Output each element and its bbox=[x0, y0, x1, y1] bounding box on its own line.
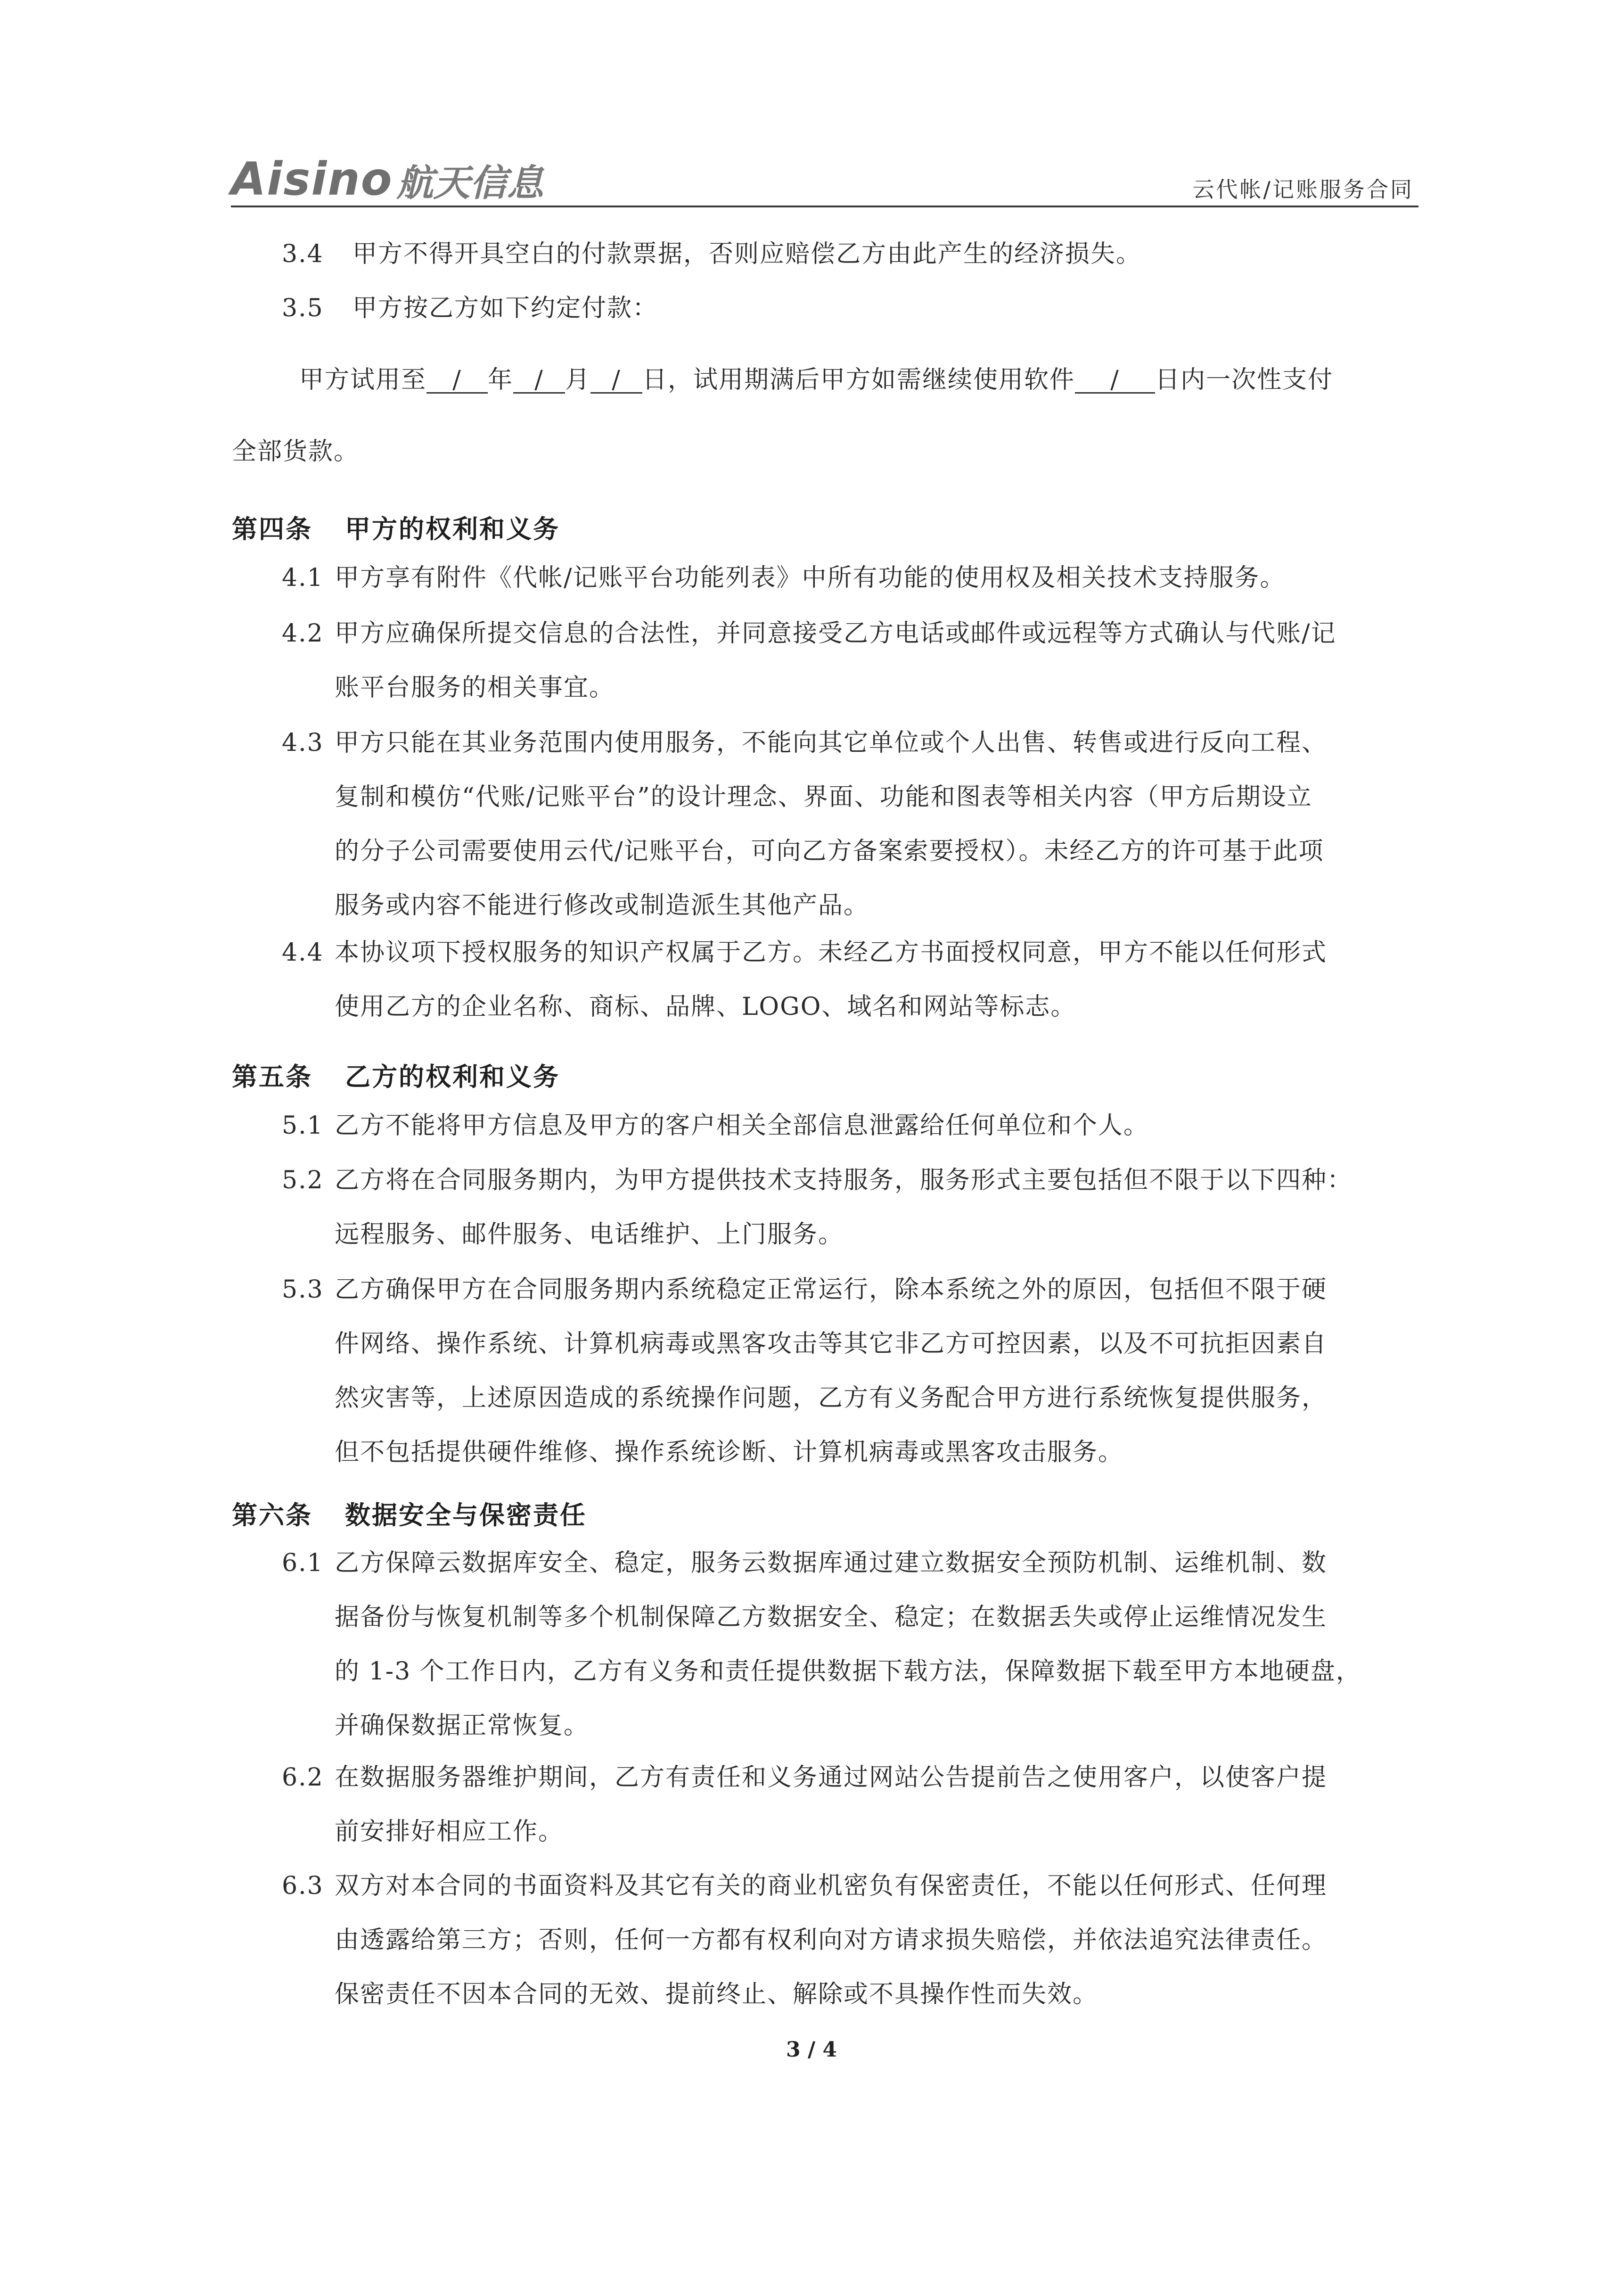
clause-text: 远程服务、邮件服务、电话维护、上门服务。 bbox=[335, 1220, 844, 1249]
clause-line bbox=[282, 1874, 1327, 1898]
clause-number: 4.2 bbox=[282, 619, 324, 648]
clause-text: 双方对本合同的书面资料及其它有关的商业机密负有保密责任，不能以任何形式、任何理 bbox=[335, 1872, 1328, 1900]
payment-terms-line-2: 全部货款。 bbox=[232, 437, 360, 466]
payment-terms-line bbox=[299, 368, 1333, 394]
blank-day: / bbox=[590, 368, 642, 394]
clause-number: 4.3 bbox=[282, 729, 324, 757]
clause-line bbox=[335, 995, 1076, 1019]
clause-line bbox=[335, 1659, 1361, 1684]
clause-text: 在数据服务器维护期间，乙方有责任和义务通过网站公告提前告之使用客户，以使客户提 bbox=[335, 1763, 1328, 1792]
page-header bbox=[231, 150, 1418, 206]
clause-text: 复制和模仿“代账/记账平台”的设计理念、界面、功能和图表等相关内容（甲方后期设立 bbox=[335, 783, 1312, 811]
payment-text: 甲方试用至 bbox=[299, 366, 427, 394]
clause-text: 账平台服务的相关事宜。 bbox=[335, 674, 615, 702]
clause-line bbox=[335, 1222, 844, 1247]
clause-line bbox=[282, 1277, 1327, 1302]
clause-text: 但不包括提供硬件维修、操作系统诊断、计算机病毒或黑客攻击服务。 bbox=[335, 1438, 1124, 1466]
clause-number: 5.1 bbox=[282, 1111, 324, 1140]
contract-title: 云代帐/记账服务合同 bbox=[1192, 177, 1414, 202]
blank-year: / bbox=[426, 368, 488, 394]
logo-chinese-text: 航天信息 bbox=[396, 162, 544, 205]
clause-text: 由透露给第三方；否则，任何一方都有权利向对方请求损失赔偿，并依法追究法律责任。 bbox=[335, 1926, 1328, 1954]
section-title: 甲方的权利和义务 bbox=[345, 514, 560, 544]
clause-line bbox=[335, 1386, 1327, 1410]
clause-line bbox=[282, 1113, 1149, 1138]
clause-text: 乙方确保甲方在合同服务期内系统稳定正常运行，除本系统之外的原因，包括但不限于硬 bbox=[335, 1276, 1328, 1304]
clause-text: 并确保数据正常恢复。 bbox=[335, 1712, 590, 1740]
clause-text: 甲方只能在其业务范围内使用服务，不能向其它单位或个人出售、转售或进行反向工程、 bbox=[335, 729, 1328, 757]
header-divider bbox=[231, 206, 1418, 207]
clause-line bbox=[282, 1765, 1327, 1790]
clause-number: 3.4 bbox=[282, 240, 324, 268]
clause-line bbox=[335, 675, 615, 700]
clause-line bbox=[335, 785, 1312, 809]
clause-text: 保密责任不因本合同的无效、提前终止、解除或不具操作性而失效。 bbox=[335, 1980, 1098, 2008]
clause-line bbox=[282, 1168, 1352, 1193]
clause-text: 乙方保障云数据库安全、稳定，服务云数据库通过建立数据安全预防机制、运维机制、数 bbox=[335, 1549, 1328, 1577]
clause-line bbox=[335, 1819, 564, 1844]
clause-line bbox=[282, 621, 1336, 646]
aisino-logo bbox=[231, 150, 544, 206]
clause-number: 3.5 bbox=[282, 294, 324, 322]
clause-number: 4.1 bbox=[282, 564, 324, 592]
blank-days: / bbox=[1075, 368, 1155, 394]
section-number: 第六条 bbox=[232, 1500, 312, 1530]
logo-latin-text: Aisino bbox=[231, 153, 393, 206]
payment-text: 日内一次性支付 bbox=[1155, 366, 1334, 394]
clause-number: 6.1 bbox=[282, 1549, 324, 1577]
clause-line bbox=[282, 940, 1327, 965]
payment-text: 月 bbox=[565, 366, 591, 394]
section-5-heading bbox=[232, 1057, 560, 1093]
clause-text: 甲方按乙方如下约定付款： bbox=[352, 294, 658, 322]
clause-number: 5.2 bbox=[282, 1166, 324, 1194]
clause-3-5 bbox=[282, 296, 658, 321]
section-title: 乙方的权利和义务 bbox=[345, 1062, 560, 1092]
clause-line bbox=[335, 839, 1324, 864]
clause-number: 6.3 bbox=[282, 1872, 324, 1900]
section-6-heading bbox=[232, 1495, 587, 1531]
clause-line bbox=[335, 893, 869, 918]
payment-text: 年 bbox=[488, 366, 514, 394]
section-title: 数据安全与保密责任 bbox=[345, 1500, 587, 1530]
clause-line bbox=[335, 1713, 589, 1738]
clause-number: 6.2 bbox=[282, 1763, 324, 1792]
clause-text: 乙方不能将甲方信息及甲方的客户相关全部信息泄露给任何单位和个人。 bbox=[335, 1111, 1149, 1140]
payment-text: 日，试用期满后甲方如需继续使用软件 bbox=[642, 366, 1075, 394]
clause-line bbox=[282, 1551, 1327, 1575]
clause-text: 的分子公司需要使用云代/记账平台，可向乙方备案索要授权）。未经乙方的许可基于此项 bbox=[335, 837, 1324, 865]
page-number: 3 / 4 bbox=[786, 2038, 837, 2062]
clause-3-4 bbox=[282, 242, 1141, 266]
clause-text: 甲方不得开具空白的付款票据，否则应赔偿乙方由此产生的经济损失。 bbox=[352, 240, 1142, 268]
clause-text: 服务或内容不能进行修改或制造派生其他产品。 bbox=[335, 891, 869, 920]
clause-text: 的 1-3 个工作日内，乙方有义务和责任提供数据下载方法，保障数据下载至甲方本地硬盘， bbox=[335, 1657, 1361, 1686]
clause-text: 甲方应确保所提交信息的合法性，并同意接受乙方电话或邮件或远程等方式确认与代账/记 bbox=[335, 619, 1336, 648]
section-number: 第五条 bbox=[232, 1062, 312, 1092]
section-number: 第四条 bbox=[232, 514, 312, 544]
clause-line bbox=[335, 1982, 1098, 2007]
clause-line bbox=[282, 731, 1327, 755]
clause-text: 前安排好相应工作。 bbox=[335, 1818, 564, 1846]
section-4-heading bbox=[232, 509, 560, 545]
clause-text: 据备份与恢复机制等多个机制保障乙方数据安全、稳定；在数据丢失或停止运维情况发生 bbox=[335, 1603, 1328, 1631]
clause-text: 乙方将在合同服务期内，为甲方提供技术支持服务，服务形式主要包括但不限于以下四种： bbox=[335, 1166, 1353, 1194]
clause-line bbox=[335, 1440, 1123, 1465]
clause-line bbox=[282, 566, 1286, 590]
clause-line bbox=[335, 1605, 1327, 1629]
clause-text: 然灾害等，上述原因造成的系统操作问题，乙方有义务配合甲方进行系统恢复提供服务， bbox=[335, 1384, 1328, 1412]
clause-text: 甲方享有附件《代帐/记账平台功能列表》中所有功能的使用权及相关技术支持服务。 bbox=[335, 564, 1286, 592]
clause-line bbox=[335, 1928, 1327, 1952]
clause-number: 5.3 bbox=[282, 1276, 324, 1304]
clause-text: 本协议项下授权服务的知识产权属于乙方。未经乙方书面授权同意，甲方不能以任何形式 bbox=[335, 938, 1328, 967]
clause-text: 件网络、操作系统、计算机病毒或黑客攻击等其它非乙方可控因素，以及不可抗拒因素自 bbox=[335, 1330, 1328, 1358]
clause-line bbox=[335, 1332, 1327, 1356]
clause-text: 使用乙方的企业名称、商标、品牌、LOGO、域名和网站等标志。 bbox=[335, 993, 1076, 1021]
clause-number: 4.4 bbox=[282, 938, 324, 967]
blank-month: / bbox=[513, 368, 565, 394]
